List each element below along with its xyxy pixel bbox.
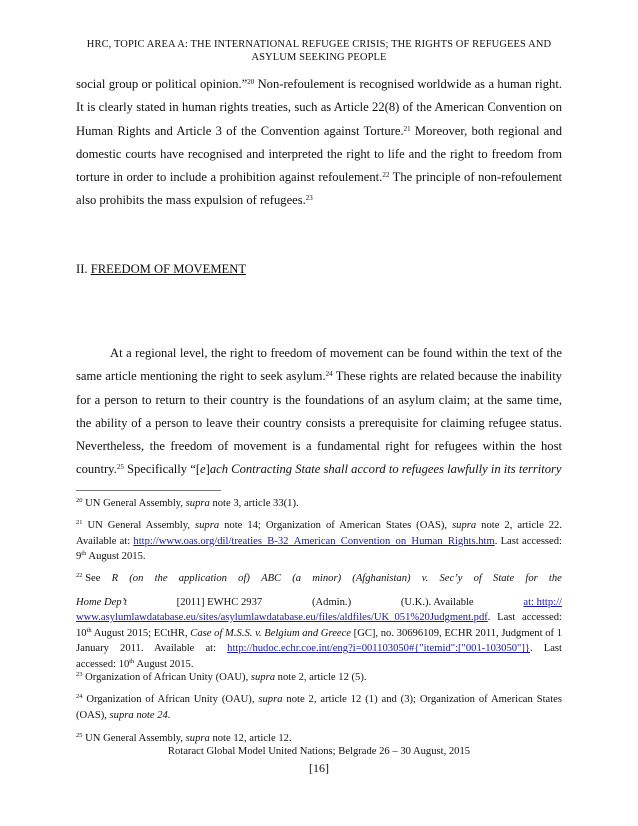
asylum-database-link[interactable]: www.asylumlawdatabase.eu/sites/asylumlawdatabase.eu/files/aldfiles/UK_051%20Judgment.pdf xyxy=(76,612,488,623)
case-word: minor) xyxy=(312,573,342,584)
text-run: supra xyxy=(452,520,477,531)
case-word: ABC xyxy=(261,573,282,584)
text-run: note 3, article 33(1). xyxy=(209,498,299,509)
case-word: the xyxy=(154,573,168,584)
text-run: UN General Assembly, xyxy=(82,733,186,744)
text-run: supra xyxy=(250,672,276,683)
text-run: At a regional level, the right to freedom of movement can be found within the text of the same article mentioning the right to seek asylum. xyxy=(76,346,562,384)
case-word: for xyxy=(525,573,538,584)
case-word: (a xyxy=(292,573,302,584)
footnote-ref-23[interactable]: 23 xyxy=(305,194,313,203)
section-title: FREEDOM OF MOVEMENT xyxy=(90,262,247,276)
text-run: note 14; Organization of American States (OAS), xyxy=(219,520,453,531)
citation-word: (Admin.) xyxy=(311,596,352,608)
text-run: note 2, article 22. Available at: xyxy=(76,520,563,547)
citation-word: (U.K.). Available xyxy=(400,596,474,608)
header-line-1: HRC, TOPIC AREA A: THE INTERNATIONAL REFUGEE CRISIS; THE RIGHTS OF REFUGEES AND xyxy=(86,39,552,50)
footnote-22-lead xyxy=(76,571,100,587)
case-word: (on xyxy=(129,573,144,584)
text-run: supra xyxy=(185,733,210,744)
text-run: . Last accessed: 10 xyxy=(76,643,562,670)
paragraph-non-refoulement xyxy=(76,73,562,213)
case-word: of) xyxy=(238,573,250,584)
text-run: These rights are related because the inability for a person to return to their country is the foundations of an asylum claim; at the same time, the ability of a person to leave their country consists a prerequisite for claiming refugee status. Nevertheless, the freedom of movement is a fundamental right for refugees within the host country. xyxy=(76,369,562,477)
footnote-separator xyxy=(76,490,221,491)
text-run: . Last accessed: 10 xyxy=(76,612,562,639)
hudoc-link[interactable]: http://hudoc.echr.coe.int/eng?i=001103050#{"itemid":["001-103050"]} xyxy=(227,643,530,654)
text-run: supra xyxy=(258,694,283,705)
text-run: [GC], no. 30696109, ECHR 2011, Judgment of 1 January 2011. Available at: xyxy=(76,627,562,654)
text-run: note 12, article 12. xyxy=(209,733,292,744)
text-run: See xyxy=(82,573,101,584)
text-run: supra xyxy=(185,498,210,509)
text-run: ] xyxy=(205,462,210,477)
footnote-23 xyxy=(76,670,562,686)
text-run: note 2, article 12 (1) and (3); Organization of American States (OAS), xyxy=(76,694,562,721)
running-header xyxy=(60,38,578,64)
text-run: ach Contracting State shall accord to refugees lawfully in its territory xyxy=(209,462,562,477)
text-run: supra xyxy=(195,520,220,531)
text-run: . Last accessed: 9 xyxy=(76,535,563,562)
case-word: of xyxy=(473,573,482,584)
case-word: (Afghanistan) xyxy=(352,573,411,584)
page-footer: Rotaract Global Model United Nations; Belgrade 26 – 30 August, 2015 xyxy=(167,746,471,757)
footnote-number: 22 xyxy=(76,572,83,579)
footnote-22-rest xyxy=(76,610,562,672)
text-run: supra note 24. xyxy=(109,709,171,721)
text-run: August 2015. xyxy=(86,551,146,562)
ordinal-suffix: th xyxy=(86,626,92,634)
paragraph-freedom-of-movement xyxy=(76,342,562,482)
case-word: Sec’y xyxy=(439,573,463,584)
text-run: Specifically “[ xyxy=(123,462,201,477)
text-run: Organization of African Unity (OAU), xyxy=(82,694,259,705)
footnote-number: 20 xyxy=(76,497,83,504)
section-number: II. xyxy=(76,262,91,276)
footnote-ref-24[interactable]: 24 xyxy=(325,370,333,379)
text-run: Organization of African Unity (OAU), xyxy=(82,672,251,683)
text-run: UN General Assembly, xyxy=(82,520,195,531)
text-run: August 2015. xyxy=(134,658,194,670)
footnote-number: 24 xyxy=(76,693,83,700)
footnote-24 xyxy=(76,692,562,723)
footnote-number: 23 xyxy=(76,671,83,678)
case-word: the xyxy=(548,573,562,584)
section-heading xyxy=(76,262,246,277)
text-run: social group or political opinion.” xyxy=(76,77,248,91)
ordinal-suffix: th xyxy=(129,657,135,665)
ordinal-suffix: th xyxy=(81,550,87,557)
footnote-20 xyxy=(76,496,562,512)
case-word: v. xyxy=(421,573,429,584)
text-run: Moreover, both regional and domestic courts have recognised and interpreted the right to life and the right to freedom from torture in order to include a prohibition against refoulement. xyxy=(76,123,562,185)
footnote-ref-21[interactable]: 21 xyxy=(403,124,411,133)
oas-convention-link[interactable]: http://www.oas.org/dil/treaties_B-32_American_Convention_on_Human_Rights.htm xyxy=(133,535,495,547)
footnote-ref-25[interactable]: 25 xyxy=(116,463,124,472)
text-run: e xyxy=(200,462,206,477)
footnote-21 xyxy=(76,518,562,565)
footnote-ref-22[interactable]: 22 xyxy=(382,171,390,180)
case-word: State xyxy=(493,573,515,584)
header-line-2: ASYLUM SEEKING PEOPLE xyxy=(251,52,387,63)
text-run: August 2015; ECtHR, xyxy=(91,627,191,639)
case-word: application xyxy=(178,573,227,584)
footnote-22 xyxy=(76,571,562,672)
text-run: UN General Assembly, xyxy=(82,498,186,509)
citation-word: [2011] EWHC 2937 xyxy=(176,596,263,608)
footnote-ref-20[interactable]: 20 xyxy=(247,78,255,86)
text-run: The principle of non-refoulement also prohibits the mass expulsion of refugees. xyxy=(76,170,563,208)
page-number: [16] xyxy=(309,761,329,775)
footnote-22-line-2 xyxy=(76,595,562,611)
text-run: note 2, article 12 (5). xyxy=(275,672,367,683)
citation-word[interactable]: at: http:// xyxy=(523,596,562,608)
footnote-number: 25 xyxy=(76,732,83,739)
text-run: Case of M.S.S. v. Belgium and Greece xyxy=(190,627,351,639)
text-run: Non-refoulement is recognised worldwide as a human right. It is clearly stated in human rights treaties, such as Article 22(8) of the American Convention on Human Rights and Article 3 of the Convention against Torture. xyxy=(76,77,562,138)
case-word: Home Dep’t xyxy=(76,596,127,608)
footnote-22-line-1 xyxy=(76,571,562,587)
case-word: R xyxy=(111,573,119,584)
footnote-number: 21 xyxy=(76,519,83,526)
